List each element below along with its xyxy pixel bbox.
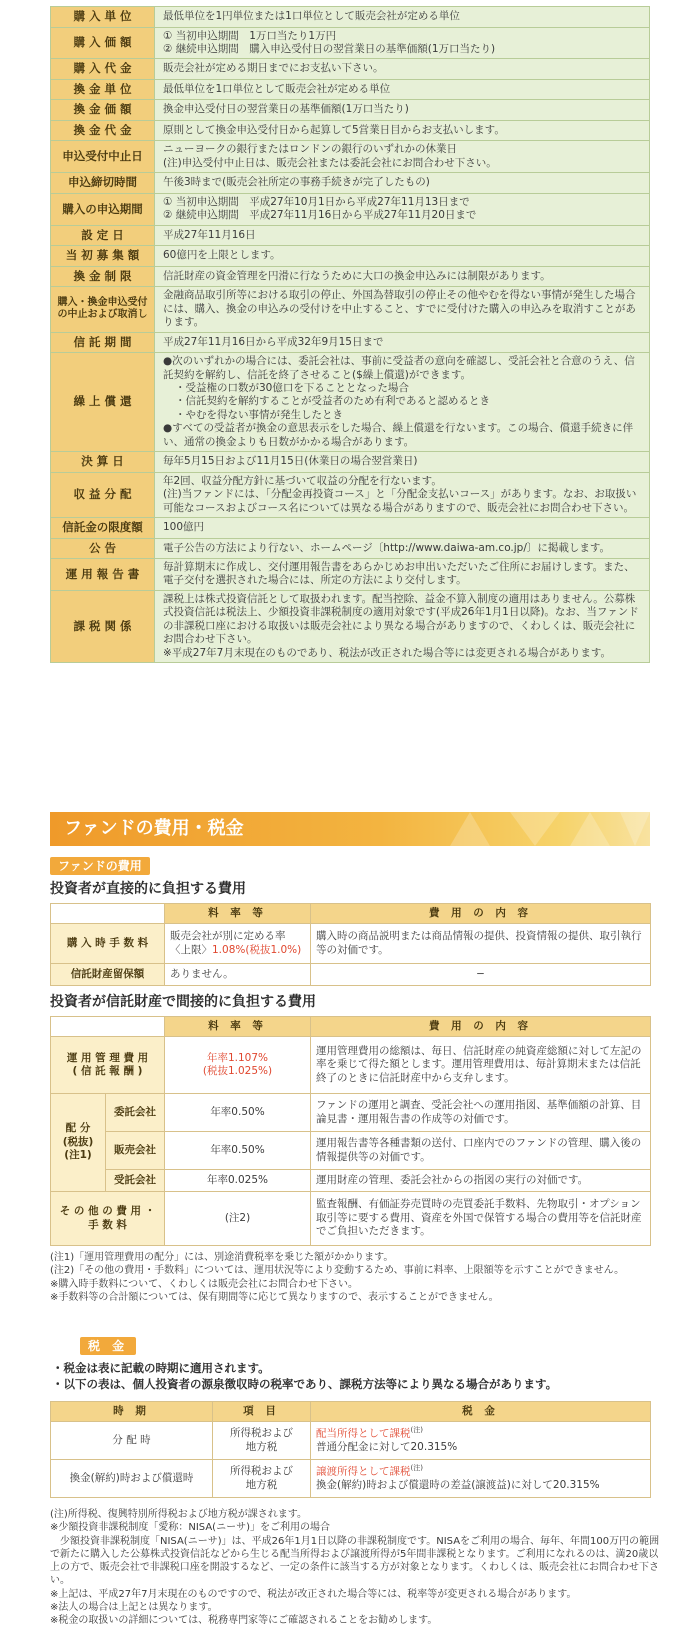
tax-item-line1: 所得税および bbox=[230, 1465, 293, 1478]
other-fee-rate: (注2) bbox=[165, 1192, 311, 1246]
banner-decoration bbox=[510, 812, 560, 846]
info-value bbox=[155, 590, 650, 662]
mgmt-fee-content: 運用管理費用の総額は、毎日、信託財産の純資産総額に対して左記の率を乗じて得た額とします。運用管理費用は、毎計算期末または信託終了のときに信託財産中から支弁します。 bbox=[311, 1037, 651, 1094]
info-key: 換 金 単 位 bbox=[51, 79, 155, 100]
tax-note: ※法人の場合は上記とは異なります。 bbox=[50, 1602, 218, 1614]
info-value-line: 販売会社が定める期日までにお支払い下さい。 bbox=[163, 62, 384, 75]
tax-value bbox=[311, 1460, 651, 1498]
info-row bbox=[51, 27, 650, 59]
banner-decoration bbox=[620, 812, 650, 846]
tax-bullets bbox=[52, 1360, 557, 1392]
trustee-content: 運用財産の管理、委託会社からの指図の実行の対価です。 bbox=[311, 1170, 651, 1192]
info-value-line: 60億円を上限とします。 bbox=[163, 249, 281, 262]
info-value-line: 課税上は株式投資信託として取扱われます。配当控除、益金不算入制度の適用はありません。公募株式投資信託は税法上、少額投資非課税制度の適用対象です(平成26年1月1日以降)。なお、当ファンドの非課税口座における取扱いは販売会社により異なる場合がありますので、くわしくは、販売会社にお問合わせ下さい。 bbox=[163, 592, 639, 646]
info-key: 設 定 日 bbox=[51, 225, 155, 246]
info-key: 購 入 代 金 bbox=[51, 59, 155, 80]
tax-value bbox=[311, 1422, 651, 1460]
trust-retention-content: − bbox=[311, 964, 651, 986]
info-value bbox=[155, 472, 650, 517]
info-row bbox=[51, 141, 650, 173]
info-key: 購入・換金申込受付の中止および取消し bbox=[51, 287, 155, 332]
header-tax: 税 金 bbox=[311, 1402, 651, 1422]
other-fee-key-line1: そ の 他 の 費 用 ・ bbox=[59, 1205, 156, 1218]
info-value bbox=[155, 193, 650, 225]
info-key: 申込締切時間 bbox=[51, 173, 155, 194]
allocation-label-line2: (税抜) bbox=[62, 1135, 94, 1148]
info-row bbox=[51, 59, 650, 80]
tax-table bbox=[50, 1401, 651, 1498]
info-value bbox=[155, 538, 650, 559]
seller-content: 運用報告書等各種書類の送付、口座内でのファンドの管理、購入後の情報提供等の対価です。 bbox=[311, 1132, 651, 1170]
mgmt-fee-key bbox=[51, 1037, 165, 1094]
info-row bbox=[51, 452, 650, 473]
purchase-fee-rate-value: 1.08%(税抜1.0%) bbox=[212, 943, 302, 956]
indirect-cost-title: 投資者が信託財産で間接的に負担する費用 bbox=[50, 994, 316, 1010]
info-value-line: 金融商品取引所等における取引の停止、外国為替取引の停止その他やむを得ない事情が発生した場合には、購入、換金の申込みの受付けを中止すること、すでに受付けた購入の申込みを取消すことがあります。 bbox=[163, 289, 636, 329]
other-fee-key bbox=[51, 1192, 165, 1246]
info-value-line: 最低単位を1口単位として販売会社が定める単位 bbox=[163, 82, 391, 95]
cost-notes bbox=[50, 1251, 660, 1304]
info-value-line: ① 当初申込期間 1万口当たり1万円 bbox=[163, 29, 337, 42]
tax-period: 換金(解約)時および償還時 bbox=[51, 1460, 213, 1498]
tax-note: ※上記は、平成27年7月末現在のものですので、税法が改正された場合等には、税率等が変更される場合があります。 bbox=[50, 1588, 577, 1600]
allocation-label-line1: 配 分 bbox=[65, 1122, 91, 1135]
banner-decoration bbox=[450, 812, 490, 846]
info-value-line: ※平成27年7月末現在のものであり、税法が改正された場合等には変更される場合があります。 bbox=[163, 646, 611, 659]
tax-rate: 普通分配金に対して20.315% bbox=[316, 1441, 458, 1454]
mgmt-fee-rate-line1: 年率1.107% bbox=[206, 1051, 269, 1064]
cost-note: (注2)「その他の費用・手数料」については、運用状況等により変動するため、事前に料率、上限額等を示すことができません。 bbox=[50, 1265, 625, 1277]
info-value-line: 100億円 bbox=[163, 521, 205, 534]
info-value-line: 毎年5月15日および11月15日(休業日の場合翌営業日) bbox=[163, 455, 418, 468]
info-value-line: 平成27年11月16日から平成32年9月15日まで bbox=[163, 335, 384, 348]
info-row bbox=[51, 559, 650, 591]
info-key: 信託金の限度額 bbox=[51, 517, 155, 538]
info-value-line: (注)当ファンドには、「分配金再投資コース」と「分配金支払いコース」があります。なお、お取扱い可能なコースおよびコース名については異なる場合がありますので、販売会社にお問合わせ下さい。 bbox=[163, 488, 637, 514]
tax-note-mark: (注) bbox=[410, 1464, 423, 1473]
trustee-key: 受託会社 bbox=[106, 1170, 165, 1192]
info-row bbox=[51, 193, 650, 225]
fees-tax-banner bbox=[50, 812, 650, 846]
purchase-fee-content: 購入時の商品説明または商品情報の提供、投資情報の提供、取引執行等の対価です。 bbox=[311, 924, 651, 964]
info-value-line: 最低単位を1円単位または1口単位として販売会社が定める単位 bbox=[163, 10, 460, 23]
trustor-rate: 年率0.50% bbox=[165, 1094, 311, 1132]
header-period: 時 期 bbox=[51, 1402, 213, 1422]
info-value bbox=[155, 559, 650, 591]
info-key: 当 初 募 集 額 bbox=[51, 246, 155, 267]
info-value bbox=[155, 173, 650, 194]
tax-period: 分 配 時 bbox=[51, 1422, 213, 1460]
info-value-line: 午後3時まで(販売会社所定の事務手続きが完了したもの) bbox=[163, 176, 430, 189]
info-value bbox=[155, 79, 650, 100]
tax-bullet: ・税金は表に記載の時期に適用されます。 bbox=[52, 1361, 270, 1375]
info-row bbox=[51, 79, 650, 100]
info-key: 信 託 期 間 bbox=[51, 332, 155, 353]
trust-retention-key: 信託財産留保額 bbox=[51, 964, 165, 986]
tax-tag: 税 金 bbox=[80, 1337, 136, 1355]
info-value bbox=[155, 332, 650, 353]
info-value-line: 信託財産の資金管理を円滑に行なうために大口の換金申込みには制限があります。 bbox=[163, 269, 551, 282]
info-value-line: ・信託契約を解約することが受益者のため有利であると認めるとき bbox=[175, 395, 490, 408]
header-rate: 料 率 等 bbox=[165, 904, 311, 924]
info-value-line: 年2回、収益分配方針に基づいて収益の分配を行ないます。 bbox=[163, 474, 442, 487]
info-row bbox=[51, 225, 650, 246]
fund-cost-tag: ファンドの費用 bbox=[50, 857, 150, 875]
info-value bbox=[155, 141, 650, 173]
direct-cost-title: 投資者が直接的に負担する費用 bbox=[50, 881, 246, 897]
fund-info-table bbox=[50, 6, 650, 663]
tax-note: ※少額投資非課税制度「愛称：NISA(ニーサ)」をご利用の場合 bbox=[50, 1522, 330, 1534]
info-value bbox=[155, 120, 650, 141]
info-key: 購入の申込期間 bbox=[51, 193, 155, 225]
mgmt-fee-key-line1: 運 用 管 理 費 用 bbox=[66, 1051, 149, 1064]
info-value bbox=[155, 225, 650, 246]
allocation-label-line3: (注1) bbox=[64, 1149, 92, 1162]
info-value-line: 電子公告の方法により行ない、ホームページ〔http://www.daiwa-am.co.jp/〕に掲載します。 bbox=[163, 541, 611, 554]
mgmt-fee-key-line2: ( 信 託 報 酬 ) bbox=[72, 1065, 143, 1077]
info-value-line: 原則として換金申込受付日から起算して5営業日目からお支払いします。 bbox=[163, 123, 505, 136]
info-key: 換 金 代 金 bbox=[51, 120, 155, 141]
header-item: 項 目 bbox=[213, 1402, 311, 1422]
info-key: 購 入 価 額 bbox=[51, 27, 155, 59]
info-value bbox=[155, 353, 650, 452]
info-row bbox=[51, 120, 650, 141]
info-key: 決 算 日 bbox=[51, 452, 155, 473]
info-value-line: 換金申込受付日の翌営業日の基準価額(1万口当たり) bbox=[163, 103, 409, 116]
info-value-line: ① 当初申込期間 平成27年10月1日から平成27年11月13日まで bbox=[163, 195, 470, 208]
tax-note: (注)所得税、復興特別所得税および地方税が課されます。 bbox=[50, 1509, 308, 1520]
info-value-line: 毎計算期末に作成し、交付運用報告書をあらかじめお申出いただいたご住所にお届けします。また、電子交付を選択された場合には、所定の方法により交付します。 bbox=[163, 561, 635, 587]
tax-item bbox=[213, 1422, 311, 1460]
tax-type: 配当所得として課税 bbox=[316, 1427, 411, 1440]
banner-title: ファンドの費用・税金 bbox=[64, 818, 244, 839]
info-row bbox=[51, 100, 650, 121]
info-key: 換 金 価 額 bbox=[51, 100, 155, 121]
header-content: 費 用 の 内 容 bbox=[311, 1017, 651, 1037]
tax-rate: 換金(解約)時および償還時の差益(譲渡益)に対して20.315% bbox=[316, 1479, 600, 1492]
info-row bbox=[51, 590, 650, 662]
purchase-fee-rate-prefix: 〈上限〉 bbox=[170, 943, 212, 956]
info-value-line: ・やむを得ない事情が発生したとき bbox=[175, 408, 343, 421]
info-row bbox=[51, 7, 650, 28]
purchase-fee-rate bbox=[165, 924, 311, 964]
seller-rate: 年率0.50% bbox=[165, 1132, 311, 1170]
trust-retention-rate: ありません。 bbox=[165, 964, 311, 986]
cost-note: ※手数料等の合計額については、保有期間等に応じて異なりますので、表示することができません。 bbox=[50, 1291, 499, 1303]
info-value bbox=[155, 100, 650, 121]
info-key: 公 告 bbox=[51, 538, 155, 559]
info-key: 購 入 単 位 bbox=[51, 7, 155, 28]
info-row bbox=[51, 332, 650, 353]
purchase-fee-rate-line1: 販売会社が別に定める率 bbox=[170, 930, 286, 943]
cost-note: ※購入時手数料について、くわしくは販売会社にお問合わせ下さい。 bbox=[50, 1278, 358, 1290]
other-fee-key-line2: 手 数 料 bbox=[88, 1218, 127, 1231]
tax-note: 少額投資非課税制度「NISA(ニーサ)」は、平成26年1月1日以降の非課税制度です。NISAをご利用の場合、毎年、年間100万円の範囲で新たに購入した公募株式投資信託などから生じる配当所得および譲渡所得が5年間非課税となります。ご利用になれるのは、満20歳以上の方で、販売会社で非課税口座を開設するなど、一定の条件に該当する方が対象となります。くわしくは、販売会社にお問合わせ下さい。 bbox=[50, 1535, 660, 1587]
mgmt-fee-rate bbox=[165, 1037, 311, 1094]
info-key: 収 益 分 配 bbox=[51, 472, 155, 517]
info-row bbox=[51, 266, 650, 287]
tax-type: 譲渡所得として課税 bbox=[316, 1465, 411, 1478]
tax-note: ※税金の取扱いの詳細については、税務専門家等にご確認されることをお勧めします。 bbox=[50, 1615, 438, 1627]
trustor-content: ファンドの運用と調査、受託会社への運用指図、基準価額の計算、目論見書・運用報告書の作成等の対価です。 bbox=[311, 1094, 651, 1132]
banner-decoration bbox=[570, 812, 610, 846]
header-blank bbox=[51, 904, 165, 924]
seller-key: 販売会社 bbox=[106, 1132, 165, 1170]
info-value bbox=[155, 246, 650, 267]
info-row bbox=[51, 538, 650, 559]
info-value-line: ② 継続申込期間 平成27年11月16日から平成27年11月20日まで bbox=[163, 209, 477, 222]
info-value-line: (注)申込受付中止日は、販売会社または委託会社にお問合わせ下さい。 bbox=[163, 156, 497, 169]
info-value bbox=[155, 452, 650, 473]
info-value-line: ・受益権の口数が30億口を下ることとなった場合 bbox=[175, 381, 409, 394]
info-value-line: ●すべての受益者が換金の意思表示をした場合、繰上償還を行ないます。この場合、償還手続きに伴い、通常の換金よりも日数がかかる場合があります。 bbox=[163, 422, 634, 448]
indirect-cost-table bbox=[50, 1016, 651, 1246]
tax-note-mark: (注) bbox=[410, 1426, 423, 1435]
info-value-line: 平成27年11月16日 bbox=[163, 228, 256, 241]
tax-item-line2: 地方税 bbox=[245, 1478, 278, 1491]
info-value bbox=[155, 7, 650, 28]
trustor-key: 委託会社 bbox=[106, 1094, 165, 1132]
header-content: 費 用 の 内 容 bbox=[311, 904, 651, 924]
allocation-label bbox=[51, 1094, 106, 1192]
info-row bbox=[51, 173, 650, 194]
cost-note: (注1)「運用管理費用の配分」には、別途消費税率を乗じた額がかかります。 bbox=[50, 1252, 394, 1263]
info-key: 運 用 報 告 書 bbox=[51, 559, 155, 591]
info-value-line: ニューヨークの銀行またはロンドンの銀行のいずれかの休業日 bbox=[163, 143, 457, 156]
info-key: 繰 上 償 還 bbox=[51, 353, 155, 452]
tax-notes bbox=[50, 1508, 660, 1628]
info-row bbox=[51, 472, 650, 517]
info-value bbox=[155, 517, 650, 538]
tax-item-line2: 地方税 bbox=[245, 1440, 278, 1453]
info-value bbox=[155, 27, 650, 59]
mgmt-fee-rate-line2: (税抜1.025%) bbox=[202, 1065, 273, 1077]
tax-item-line1: 所得税および bbox=[230, 1427, 293, 1440]
info-value bbox=[155, 287, 650, 332]
info-row bbox=[51, 287, 650, 332]
header-blank bbox=[51, 1017, 165, 1037]
info-row bbox=[51, 246, 650, 267]
tax-bullet: ・以下の表は、個人投資者の源泉徴収時の税率であり、課税方法等により異なる場合があります。 bbox=[52, 1377, 558, 1392]
info-value bbox=[155, 59, 650, 80]
info-key: 申込受付中止日 bbox=[51, 141, 155, 173]
tax-item bbox=[213, 1460, 311, 1498]
trustee-rate: 年率0.025% bbox=[165, 1170, 311, 1192]
info-key: 課 税 関 係 bbox=[51, 590, 155, 662]
info-value-line: ② 継続申込期間 購入申込受付日の翌営業日の基準価額(1万口当たり) bbox=[163, 42, 496, 55]
info-row bbox=[51, 353, 650, 452]
info-row bbox=[51, 517, 650, 538]
info-value bbox=[155, 266, 650, 287]
other-fee-content: 監査報酬、有価証券売買時の売買委託手数料、先物取引・オプション取引等に要する費用、資産を外国で保管する場合の費用等を信託財産でご負担いただきます。 bbox=[311, 1192, 651, 1246]
direct-cost-table bbox=[50, 903, 651, 986]
header-rate: 料 率 等 bbox=[165, 1017, 311, 1037]
purchase-fee-key: 購 入 時 手 数 料 bbox=[51, 924, 165, 964]
info-value-line: ●次のいずれかの場合には、委託会社は、事前に受益者の意向を確認し、受託会社と合意のうえ、信託契約を解約し、信託を終了させること($繰上償還)ができます。 bbox=[163, 355, 635, 381]
info-key: 換 金 制 限 bbox=[51, 266, 155, 287]
